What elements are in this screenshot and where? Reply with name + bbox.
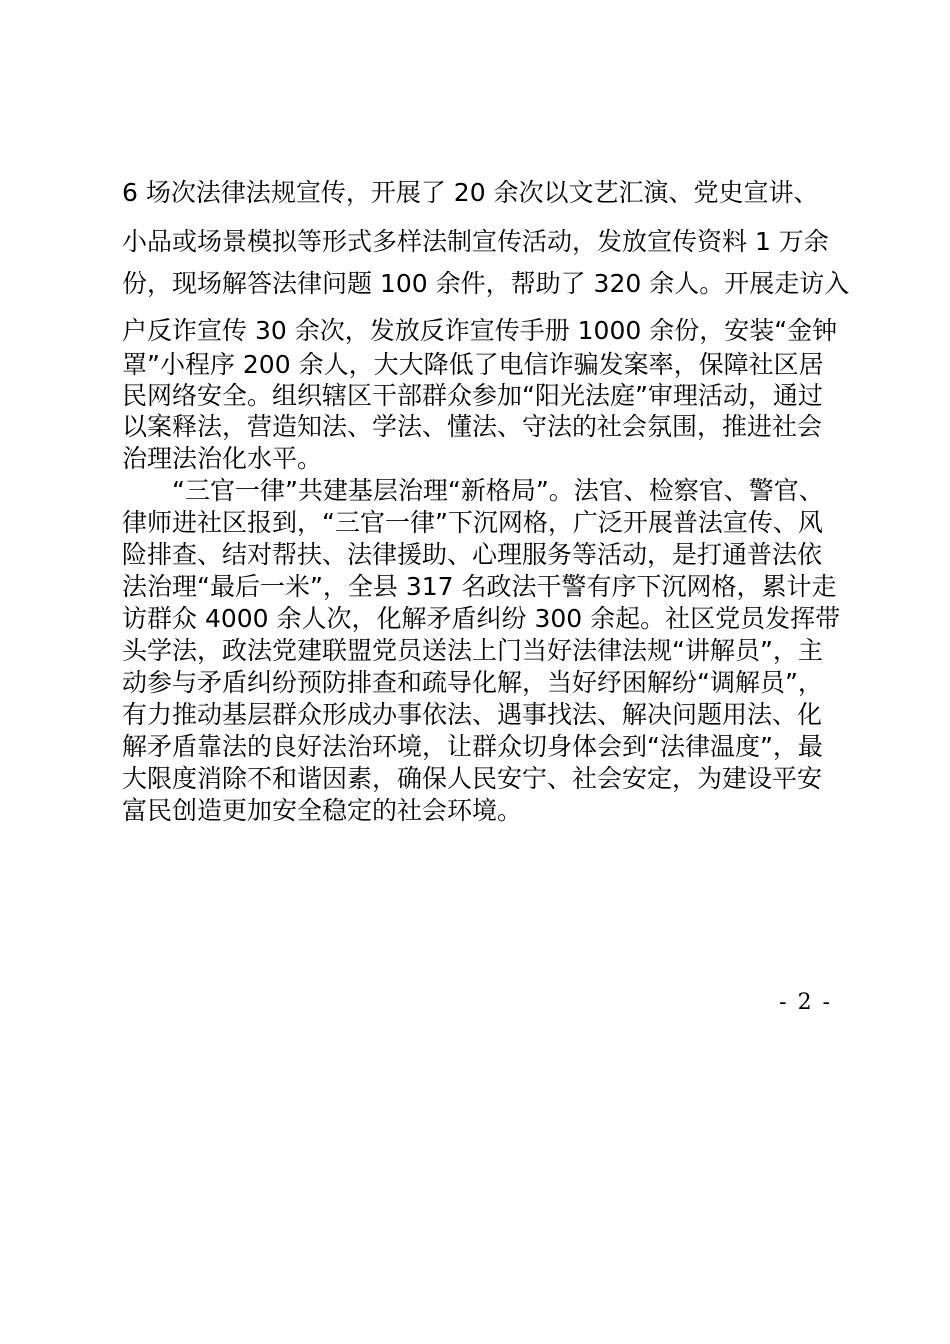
body-text-line: 份，现场解答法律问题 100 余件，帮助了 320 余人。开展走访入 [122,269,850,298]
body-text-line: 小品或场景模拟等形式多样法制宣传活动，发放宣传资料 1 万余 [122,227,829,256]
page-number: - 2 - [779,990,832,1015]
body-text-line: 户反诈宣传 30 余次，发放反诈宣传手册 1000 余份，安装“金钟 [122,316,838,345]
body-text-line: 解矛盾靠法的良好法治环境，让群众切身体会到“法律温度”，最 [122,732,823,761]
body-text-line: 险排查、结对帮扶、法律援助、心理服务等活动，是打通普法依 [122,540,823,569]
body-text-line: 律师进社区报到，“三官一律”下沉网格，广泛开展普法宣传、风 [122,508,823,537]
paragraph-first-line: “三官一律”共建基层治理“新格局”。法官、检察官、警官、 [172,476,824,505]
body-text-line: 访群众 4000 余人次，化解矛盾纠纷 300 余起。社区党员发挥带 [122,604,841,633]
body-text-line: 大限度消除不和谐因素，确保人民安宁、社会安定，为建设平安 [122,764,823,793]
body-text-line: 动参与矛盾纠纷预防排查和疏导化解，当好纾困解纷“调解员”， [122,668,823,697]
body-text-line: 以案释法，营造知法、学法、懂法、守法的社会氛围，推进社会 [122,412,823,441]
body-text-line: 治理法治化水平。 [122,444,323,473]
body-text-line: 罩”小程序 200 余人，大大降低了电信诈骗发案率，保障社区居 [122,350,824,379]
body-text-line: 民网络安全。组织辖区干部群众参加“阳光法庭”审理活动，通过 [122,381,823,410]
body-text-line: 法治理“最后一米”，全县 317 名政法干警有序下沉网格，累计走 [122,572,837,601]
body-text-line: 头学法，政法党建联盟党员送法上门当好法律法规“讲解员”，主 [122,636,823,665]
body-text-line: 6 场次法律法规宣传，开展了 20 余次以文艺汇演、党史宣讲、 [122,178,819,207]
body-text-line: 有力推动基层群众形成办事依法、遇事找法、解决问题用法、化 [122,700,823,729]
body-text-line: 富民创造更加安全稳定的社会环境。 [122,796,523,825]
